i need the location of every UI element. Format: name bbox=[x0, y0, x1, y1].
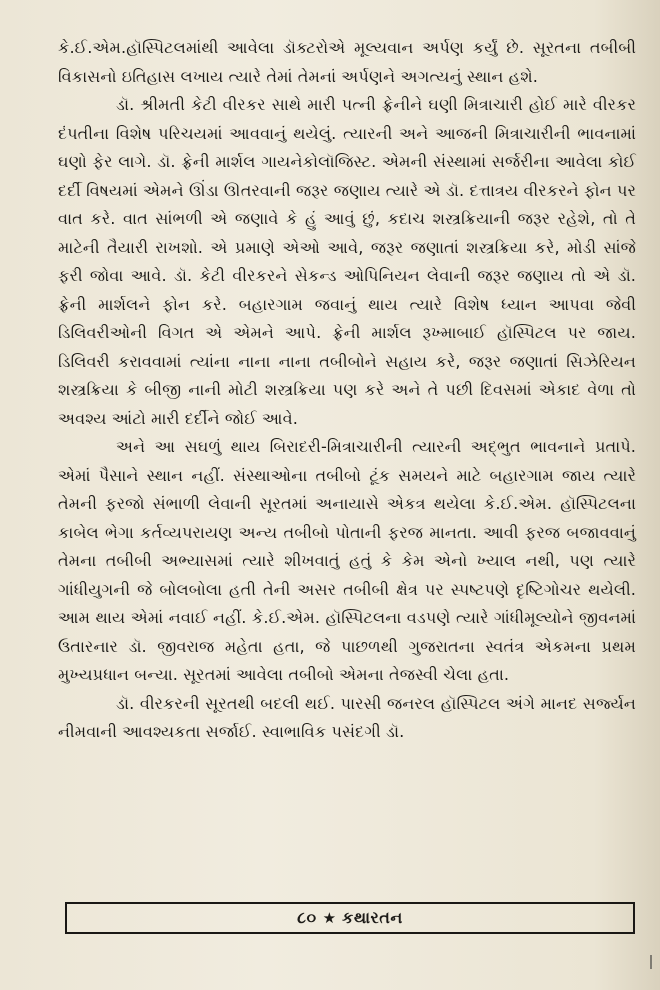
paragraph-1: કે.ઈ.એમ.હૉસ્પિટલમાંથી આવેલા ડૉક્ટરોએ મૂલ્યવાન અર્પણ કર્યું છે. સૂરતના તબીબી વિકાસનો ઇતિહાસ લખાય ત્યારે તેમાં તેમનાં અર્પણને અગત્યનું સ્થાન હશે. bbox=[58, 38, 636, 86]
page-number: ૮૦ bbox=[297, 908, 317, 927]
star-icon: ★ bbox=[322, 909, 337, 927]
book-title: કથારતન bbox=[342, 908, 403, 927]
page-edge-mark bbox=[650, 955, 658, 969]
paragraph-4: ડૉ. વીરકરની સૂરતથી બદલી થઈ. પારસી જનરલ હૉસ્પિટલ અંગે માનદ સર્જ્યન નીમવાની આવશ્યકતા સર્જાઈ. સ્વાભાવિક પસંદગી ડૉ. bbox=[58, 693, 636, 741]
page-footer bbox=[65, 902, 635, 934]
paragraph-2: ડૉ. શ્રીમતી કેટી વીરકર સાથે મારી પત્ની ફ્રેનીને ઘણી મિત્રાચારી હોઈ મારે વીરકર દંપતીના વિશેષ પરિચયમાં આવવાનું થયેલું. ત્યારની અને આજની મિત્રાચારીની ભાવનામાં ઘણો ફેર લાગે. ડૉ. ફ્રેની માર્શલ ગાયનેકોલૉજિસ્ટ. એમની સંસ્થામાં સર્જરીના આવેલા કોઈ દર્દી વિષયમાં એમને ઊંડા ઊતરવાની જરૂર જણાય ત્યારે એ ડૉ. દત્તાત્રય વીરકરને ફોન પર વાત કરે. વાત સાંભળી એ જણાવે કે હું આવું છું, કદાચ શસ્ત્રક્રિયાની જરૂર રહેશે, તો તે માટેની તૈયારી રાખશો. એ પ્રમાણે એઓ આવે, જરૂર જણાતાં શસ્ત્રક્રિયા કરે, મોડી સાંજે ફરી જોવા આવે. ડૉ. કેટી વીરકરને સેકન્ડ ઓપિનિયન લેવાની જરૂર જણાય તો એ ડૉ. ફ્રેની માર્શલને ફોન કરે. બહારગામ જવાનું થાય ત્યારે વિશેષ ધ્યાન આપવા જેવી ડિલિવરીઓની વિગત એ એમને આપે. ફ્રેની માર્શલ રૂખ્માબાઈ હૉસ્પિટલ પર જાય. ડિલિવરી કરાવવામાં ત્યાંના નાના નાના તબીબોને સહાય કરે, જરૂર જણાતાં સિઝેરિયન શસ્ત્રક્રિયા કે બીજી નાની મોટી શસ્ત્રક્રિયા પણ કરે અને તે પછી દિવસમાં એકાદ વેળા તો અવશ્ય આંટો મારી દર્દીને જોઈ આવે. bbox=[58, 95, 636, 428]
body-text bbox=[58, 34, 636, 747]
paragraph-3: અને આ સઘળું થાય બિરાદરી-મિત્રાચારીની ત્યારની અદ્ભુત ભાવનાને પ્રતાપે. એમાં પૈસાને સ્થાન નહીં. સંસ્થાઓના તબીબો ટૂંક સમયને માટે બહારગામ જાય ત્યારે તેમની ફરજો સંભાળી લેવાની સૂરતમાં અનાયાસે એકત્ર થયેલા કે.ઈ.એમ. હૉસ્પિટલના કાબેલ ભેગા કર્તવ્યપરાયણ અન્ય તબીબો પોતાની ફરજ માનતા. આવી ફરજ બજાવવાનું તેમના તબીબી અભ્યાસમાં ત્યારે શીખવાતું હતું કે કેમ એનો ખ્યાલ નથી, પણ ત્યારે ગાંધીયુગની જે બોલબોલા હતી તેની અસર તબીબી ક્ષેત્ર પર સ્પષ્ટપણે દૃષ્ટિગોચર થયેલી. આમ થાય એમાં નવાઈ નહીં. કે.ઈ.એમ. હૉસ્પિટલના વડપણે ત્યારે ગાંધીમૂલ્યોને જીવનમાં ઉતારનાર ડૉ. જીવરાજ મહેતા હતા, જે પાછળથી ગુજરાતના સ્વતંત્ર એકમના પ્રથમ મુખ્યપ્રધાન બન્યા. સૂરતમાં આવેલા તબીબો એમના તેજસ્વી ચેલા હતા. bbox=[58, 437, 636, 684]
